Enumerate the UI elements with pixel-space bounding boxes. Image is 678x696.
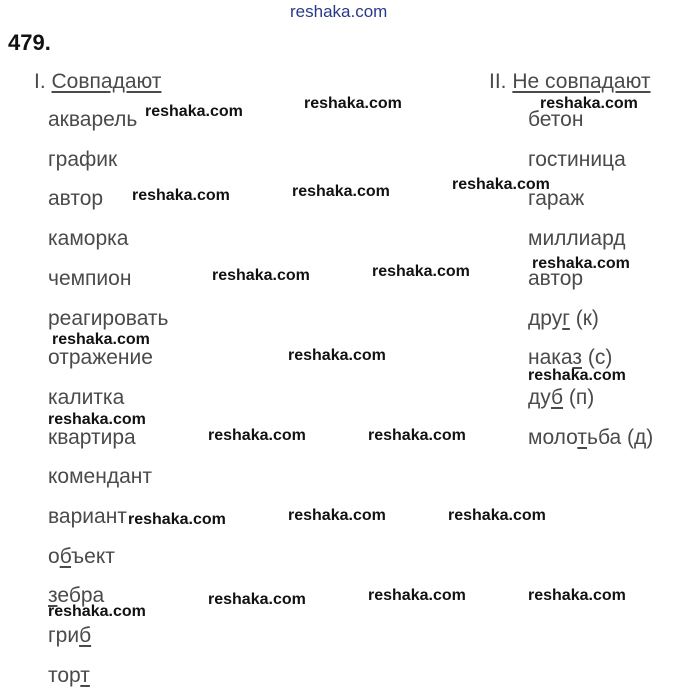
word-part: ебра (57, 584, 105, 607)
watermark-text: reshaka.com (212, 267, 310, 284)
watermark-text: reshaka.com (540, 95, 638, 112)
watermark-text: reshaka.com (48, 603, 146, 620)
word-part: гри (48, 624, 80, 647)
watermark-text: reshaka.com (368, 587, 466, 604)
left-list-word (48, 227, 128, 251)
right-header-number: II. (489, 70, 507, 93)
word-part: чемпион (48, 267, 132, 290)
left-list-word (48, 465, 152, 489)
watermark-text: reshaka.com (208, 591, 306, 608)
watermark-text: reshaka.com (48, 411, 146, 428)
word-part: тор (48, 664, 81, 687)
right-list-word (528, 227, 626, 251)
watermark-text: reshaka.com (528, 587, 626, 604)
word-part: о (48, 545, 60, 568)
watermark-text: reshaka.com (208, 427, 306, 444)
word-part: каморка (48, 227, 129, 250)
right-header-title: Не совпадают (512, 70, 651, 93)
word-part: калитка (48, 386, 125, 409)
word-part: ъект (71, 545, 115, 568)
watermark-text: reshaka.com (372, 263, 470, 280)
left-list-word (48, 426, 136, 450)
right-list-word (528, 148, 626, 172)
word-part: реагировать (48, 307, 169, 330)
left-list-word (48, 505, 127, 529)
left-header-title: Совпадают (51, 70, 162, 93)
left-header-number: I. (34, 70, 46, 93)
word-part: ьба (д) (587, 426, 654, 449)
watermark-text: reshaka.com (452, 176, 550, 193)
right-list-word (528, 386, 594, 410)
underlined-letter: б (551, 386, 564, 409)
word-part: акварель (48, 108, 138, 131)
left-list-word (48, 545, 115, 569)
watermark-text: reshaka.com (532, 255, 630, 272)
word-part: (к) (569, 307, 599, 330)
watermark-text: reshaka.com (288, 507, 386, 524)
word-part: бетон (528, 108, 584, 131)
left-list-word (48, 267, 131, 291)
word-part: гостиница (528, 148, 626, 171)
word-part: квартира (48, 426, 136, 449)
left-list-word (48, 386, 124, 410)
task-number: 479. (8, 30, 51, 55)
watermark-text: reshaka.com (304, 95, 402, 112)
word-part: моло (528, 426, 578, 449)
underlined-letter: т (80, 664, 90, 687)
watermark-text: reshaka.com (288, 347, 386, 364)
left-list-word (48, 108, 137, 132)
site-watermark: reshaka.com (290, 2, 388, 21)
watermark-text: reshaka.com (128, 511, 226, 528)
word-part: автор (48, 187, 104, 210)
right-column-header (489, 70, 651, 94)
word-part: миллиард (528, 227, 626, 250)
left-list-word (48, 624, 91, 648)
watermark-text: reshaka.com (528, 367, 626, 384)
watermark-text: reshaka.com (292, 183, 390, 200)
word-part: ду (528, 386, 551, 409)
word-part: гараж (528, 187, 585, 210)
left-list-word (48, 664, 90, 688)
watermark-text: reshaka.com (448, 507, 546, 524)
watermark-text: reshaka.com (145, 103, 243, 120)
underlined-letter: б (59, 545, 72, 568)
underlined-letter: т (577, 426, 587, 449)
underlined-letter: б (79, 624, 92, 647)
word-part: дру (528, 307, 563, 330)
left-list-word (48, 307, 168, 331)
word-part: нака (528, 346, 573, 369)
underlined-letter: з (48, 584, 58, 607)
word-part: автор (528, 267, 584, 290)
left-column-header (34, 70, 161, 94)
word-part: отражение (48, 346, 153, 369)
watermark-text: reshaka.com (368, 427, 466, 444)
watermark-text: reshaka.com (52, 331, 150, 348)
word-part: вариант (48, 505, 127, 528)
watermark-text: reshaka.com (132, 187, 230, 204)
word-part: (с) (582, 346, 613, 369)
left-list-word (48, 187, 103, 211)
left-list-word (48, 346, 153, 370)
word-part: комендант (48, 465, 152, 488)
word-part: график (48, 148, 118, 171)
left-list-word (48, 148, 117, 172)
word-part: (п) (563, 386, 595, 409)
underlined-letter: г (562, 307, 570, 330)
underlined-letter: з (572, 346, 583, 369)
right-list-word (528, 426, 653, 450)
right-list-word (528, 307, 599, 331)
